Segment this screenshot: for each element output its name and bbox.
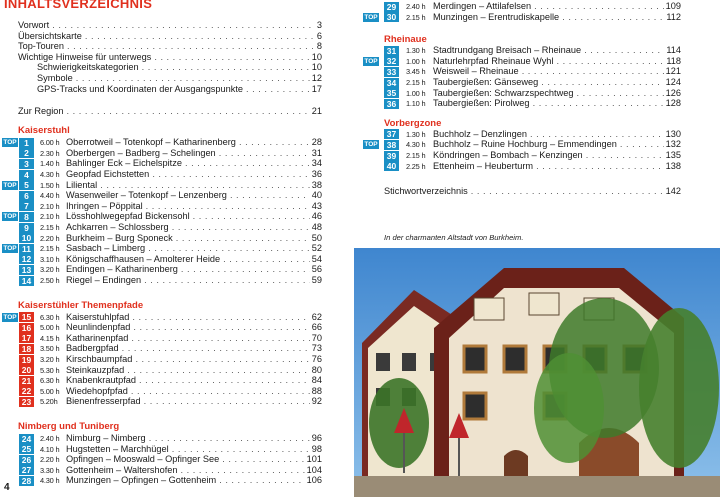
top-tour-badge: TOP bbox=[3, 245, 17, 253]
tour-page: 138 bbox=[665, 160, 681, 171]
tour-duration: 1.00 h bbox=[406, 88, 426, 98]
tour-number: 9 bbox=[19, 223, 34, 233]
tour-duration: 6.30 h bbox=[40, 312, 60, 322]
tour-title: Königschaffhausen – Amolterer Heide . . . bbox=[66, 254, 322, 265]
tour-number: 24 bbox=[19, 434, 34, 444]
top-tour-badge: TOP bbox=[364, 13, 378, 21]
tour-duration: 1.10 h bbox=[406, 99, 426, 109]
tour-page: 34 bbox=[311, 158, 322, 169]
tour-duration: 4.30 h bbox=[406, 140, 426, 150]
tour-page: 101 bbox=[306, 454, 322, 465]
tour-page: 104 bbox=[306, 464, 322, 475]
tour-duration: 1.40 h bbox=[40, 159, 60, 169]
tour-number: 4 bbox=[19, 170, 34, 180]
toc-entry-title: Wichtige Hinweise für unterwegs . . . bbox=[18, 52, 322, 63]
toc-entry-title: Symbole . . . bbox=[37, 73, 322, 84]
tour-number: 11 bbox=[19, 244, 34, 254]
tour-duration: 5.00 h bbox=[40, 386, 60, 396]
tour-duration: 4.30 h bbox=[40, 476, 60, 486]
tour-duration: 4.15 h bbox=[40, 333, 60, 343]
tour-number: 33 bbox=[384, 67, 399, 77]
tour-title: Katharinenpfad . . . bbox=[66, 333, 322, 344]
toc-entry-title: Stichwortverzeichnis . . . bbox=[384, 186, 681, 197]
tour-title: Buchholz – Ruine Hochburg – Emmendingen . . . bbox=[433, 139, 681, 150]
tour-duration: 1.00 h bbox=[406, 56, 426, 66]
tour-title: Steinkauzpfad . . . bbox=[66, 365, 322, 376]
tour-entry[interactable] bbox=[0, 396, 358, 407]
toc-entry-title: Schwierigkeitskategorien . . . bbox=[37, 62, 322, 73]
tour-page: 124 bbox=[665, 77, 681, 87]
tour-entry[interactable] bbox=[0, 243, 358, 254]
tour-title: Taubergießen: Schwarzspechtweg . . . bbox=[433, 88, 681, 99]
tour-page: 106 bbox=[306, 475, 322, 486]
section-heading: Rheinaue bbox=[384, 34, 427, 46]
tour-duration: 4.40 h bbox=[40, 191, 60, 201]
top-tour-badge: TOP bbox=[3, 313, 17, 321]
top-tour-badge: TOP bbox=[3, 139, 17, 147]
tour-title: Endingen – Katharinenberg . . . bbox=[66, 264, 322, 275]
tour-entry[interactable] bbox=[0, 322, 358, 333]
tour-page: 92 bbox=[311, 396, 322, 407]
toc-entry-page: 6 bbox=[316, 30, 322, 41]
tour-page: 46 bbox=[311, 211, 322, 222]
tour-number: 18 bbox=[19, 344, 34, 354]
tour-number: 15 bbox=[19, 312, 34, 322]
tour-entry[interactable] bbox=[0, 137, 358, 148]
tour-page: 59 bbox=[311, 275, 322, 285]
tour-number: 2 bbox=[19, 148, 34, 158]
tour-title: Naturlehrpfad Rheinaue Wyhl . . . bbox=[433, 56, 681, 67]
tour-entry[interactable] bbox=[0, 254, 358, 265]
toc-entry[interactable] bbox=[0, 62, 358, 73]
tour-duration: 1.50 h bbox=[40, 180, 60, 190]
tour-page: 50 bbox=[311, 232, 322, 243]
tour-number: 14 bbox=[19, 276, 34, 286]
tour-title: Ihringen – Pöppital . . . bbox=[66, 201, 322, 212]
tour-entry[interactable] bbox=[358, 98, 720, 109]
tour-title: Weisweil – Rheinaue . . . bbox=[433, 66, 681, 77]
tour-title: Kirschbaumpfad . . . bbox=[66, 354, 322, 365]
tour-duration: 3.45 h bbox=[406, 67, 426, 77]
toc-entry-title: GPS-Tracks und Koordinaten der Ausgangspunkte . . . bbox=[37, 84, 322, 95]
tour-number: 17 bbox=[19, 333, 34, 343]
tour-title: Geopfad Eichstetten . . . bbox=[66, 169, 322, 180]
tour-duration: 3.50 h bbox=[40, 344, 60, 354]
tour-entry[interactable] bbox=[358, 66, 720, 77]
tour-entry[interactable] bbox=[358, 45, 720, 56]
toc-entry[interactable] bbox=[0, 31, 358, 42]
tour-number: 20 bbox=[19, 365, 34, 375]
tour-page: 56 bbox=[311, 264, 322, 275]
tour-duration: 6.30 h bbox=[40, 376, 60, 386]
toc-entry[interactable] bbox=[0, 20, 358, 31]
tour-page: 128 bbox=[665, 98, 681, 109]
tour-entry[interactable] bbox=[358, 77, 720, 88]
tour-entry[interactable] bbox=[0, 333, 358, 344]
toc-entry-page: 10 bbox=[311, 51, 322, 62]
tour-duration: 2.30 h bbox=[40, 148, 60, 158]
tour-entry[interactable] bbox=[0, 275, 358, 286]
tour-entry[interactable] bbox=[0, 180, 358, 191]
tour-page: 36 bbox=[311, 169, 322, 179]
tour-number: 19 bbox=[19, 355, 34, 365]
tour-page: 126 bbox=[665, 87, 681, 98]
tour-duration: 3.10 h bbox=[40, 254, 60, 264]
toc-entry[interactable] bbox=[0, 106, 358, 117]
page-title: INHALTSVERZEICHNIS bbox=[4, 0, 153, 11]
toc-entry-page: 12 bbox=[311, 73, 322, 83]
tour-number: 21 bbox=[19, 376, 34, 386]
tour-page: 88 bbox=[311, 385, 322, 396]
tour-number: 36 bbox=[384, 99, 399, 109]
tour-duration: 3.20 h bbox=[40, 265, 60, 275]
tour-duration: 3.30 h bbox=[40, 465, 60, 475]
toc-entry-page: 3 bbox=[316, 20, 322, 30]
tour-number: 32 bbox=[384, 56, 399, 66]
toc-entry-page: 17 bbox=[311, 83, 322, 94]
tour-number: 40 bbox=[384, 161, 399, 171]
tour-title: Hugstetten – Marchhügel . . . bbox=[66, 444, 322, 455]
tour-number: 23 bbox=[19, 397, 34, 407]
tour-title: Lösshohlwegepfad Bickensohl . . . bbox=[66, 211, 322, 222]
tour-page: 114 bbox=[666, 45, 681, 56]
tour-duration: 5.30 h bbox=[40, 365, 60, 375]
tour-number: 28 bbox=[19, 476, 34, 486]
tour-entry[interactable] bbox=[0, 475, 358, 486]
tour-duration: 2.25 h bbox=[406, 161, 426, 171]
top-tour-badge: TOP bbox=[3, 181, 17, 189]
tour-entry[interactable] bbox=[0, 211, 358, 222]
tour-number: 30 bbox=[384, 12, 399, 22]
tour-title: Ettenheim – Heuberturm . . . bbox=[433, 161, 681, 172]
tour-number: 1 bbox=[19, 138, 34, 148]
tour-number: 12 bbox=[19, 254, 34, 264]
tour-title: Munzingen – Opfingen – Gottenheim . . . bbox=[66, 475, 322, 486]
tour-entry[interactable] bbox=[358, 161, 720, 172]
toc-entry-page: 21 bbox=[311, 106, 322, 117]
toc-entry[interactable] bbox=[0, 84, 358, 95]
tour-entry[interactable] bbox=[0, 465, 358, 476]
tour-title: Liliental . . . bbox=[66, 180, 322, 191]
tour-duration: 2.40 h bbox=[40, 434, 60, 443]
tour-title: Munzingen – Erentrudiskapelle . . . bbox=[433, 12, 681, 23]
tour-number: 25 bbox=[19, 444, 34, 454]
tour-number: 10 bbox=[19, 233, 34, 243]
tour-title: Wiedehopfpfad . . . bbox=[66, 386, 322, 397]
top-tour-badge: TOP bbox=[3, 213, 17, 221]
tour-page: 40 bbox=[311, 190, 322, 201]
tour-title: Köndringen – Bombach – Kenzingen . . . bbox=[433, 150, 681, 161]
tour-page: 80 bbox=[311, 364, 322, 375]
tour-entry[interactable] bbox=[358, 12, 720, 23]
tour-duration: 2.10 h bbox=[40, 212, 60, 222]
tour-entry[interactable] bbox=[358, 56, 720, 67]
tour-title: Sasbach – Limberg . . . bbox=[66, 243, 322, 254]
tour-entry[interactable] bbox=[0, 375, 358, 386]
tour-entry[interactable] bbox=[358, 139, 720, 150]
tour-entry[interactable] bbox=[0, 233, 358, 244]
tour-page: 109 bbox=[665, 1, 681, 11]
tour-duration: 4.30 h bbox=[40, 170, 60, 179]
tour-title: Merdingen – Attilafelsen . . . bbox=[433, 1, 681, 12]
tour-entry[interactable] bbox=[358, 150, 720, 161]
tour-page: 28 bbox=[311, 137, 322, 148]
tour-page: 135 bbox=[665, 150, 681, 160]
tour-entry[interactable] bbox=[0, 343, 358, 354]
tour-title: Stadtrundgang Breisach – Rheinaue . . . bbox=[433, 45, 681, 56]
tour-entry[interactable] bbox=[0, 169, 358, 180]
tour-page: 132 bbox=[665, 139, 681, 150]
tour-page: 66 bbox=[311, 322, 322, 333]
tour-page: 112 bbox=[666, 11, 681, 22]
tour-entry[interactable] bbox=[0, 386, 358, 397]
tour-number: 31 bbox=[384, 46, 399, 56]
toc-entry[interactable] bbox=[0, 52, 358, 63]
tour-page: 118 bbox=[666, 55, 681, 66]
tour-page: 62 bbox=[311, 311, 322, 322]
toc-entry[interactable] bbox=[0, 73, 358, 84]
tour-number: 6 bbox=[19, 191, 34, 201]
tour-entry[interactable] bbox=[0, 444, 358, 455]
tour-page: 130 bbox=[665, 128, 681, 139]
tour-duration: 2.40 h bbox=[406, 2, 426, 11]
tour-page: 70 bbox=[311, 332, 322, 343]
tour-entry[interactable] bbox=[358, 129, 720, 140]
toc-entry[interactable] bbox=[358, 186, 720, 197]
tour-number: 16 bbox=[19, 323, 34, 333]
tour-title: Nimburg – Nimberg . . . bbox=[66, 433, 322, 444]
tour-number: 3 bbox=[19, 159, 34, 169]
tour-duration: 2.20 h bbox=[40, 455, 60, 465]
toc-entry-page: 8 bbox=[316, 41, 322, 52]
tour-number: 34 bbox=[384, 78, 399, 88]
page-number: 4 bbox=[4, 482, 10, 493]
tour-number: 29 bbox=[384, 2, 399, 12]
tour-title: Neunlindenpfad . . . bbox=[66, 322, 322, 333]
tour-entry[interactable] bbox=[0, 148, 358, 159]
section-heading: Kaiserstuhl bbox=[18, 125, 70, 137]
tour-duration: 1.30 h bbox=[406, 46, 426, 56]
tour-title: Gottenheim – Waltershofen . . . bbox=[66, 465, 322, 476]
tour-duration: 2.15 h bbox=[40, 244, 60, 254]
tour-duration: 1.30 h bbox=[406, 129, 426, 139]
tour-title: Knabenkrautpfad . . . bbox=[66, 375, 322, 386]
tour-number: 5 bbox=[19, 180, 34, 190]
tour-number: 39 bbox=[384, 151, 399, 161]
tour-duration: 2.15 h bbox=[406, 151, 426, 160]
tour-number: 26 bbox=[19, 455, 34, 465]
tour-page: 73 bbox=[311, 343, 322, 354]
tour-page: 96 bbox=[311, 433, 322, 443]
burkheim-old-town-photo bbox=[354, 248, 720, 497]
tour-page: 54 bbox=[311, 253, 322, 264]
top-tour-badge: TOP bbox=[364, 57, 378, 65]
tour-page: 48 bbox=[311, 222, 322, 232]
tour-title: Buchholz – Denzlingen . . . bbox=[433, 129, 681, 140]
tour-title: Riegel – Endingen . . . bbox=[66, 275, 322, 286]
tour-duration: 5.20h bbox=[40, 397, 58, 407]
tour-entry[interactable] bbox=[0, 312, 358, 323]
tour-entry[interactable] bbox=[0, 454, 358, 465]
tour-duration: 2.20 h bbox=[40, 233, 60, 243]
tour-title: Achkarren – Schlossberg . . . bbox=[66, 222, 322, 233]
tour-number: 8 bbox=[19, 212, 34, 222]
tour-duration: 2.15 h bbox=[40, 223, 60, 232]
tour-entry[interactable] bbox=[358, 1, 720, 12]
toc-entry-title: Vorwort . . . bbox=[18, 20, 322, 31]
toc-entry-title: Zur Region . . . bbox=[18, 106, 322, 117]
tour-entry[interactable] bbox=[0, 222, 358, 233]
tour-duration: 2.15 h bbox=[406, 78, 426, 87]
tour-duration: 2.10 h bbox=[40, 201, 60, 211]
tour-entry[interactable] bbox=[0, 158, 358, 169]
tour-duration: 4.10 h bbox=[40, 444, 60, 454]
section-heading: Nimberg und Tuniberg bbox=[18, 421, 120, 432]
tour-page: 121 bbox=[665, 66, 681, 77]
tour-duration: 2.15 h bbox=[406, 12, 426, 22]
tour-title: Wasenweiler – Totenkopf – Lenzenberg . . . bbox=[66, 190, 322, 201]
tour-entry[interactable] bbox=[0, 433, 358, 444]
tour-entry[interactable] bbox=[0, 264, 358, 275]
tour-number: 7 bbox=[19, 201, 34, 211]
tour-title: Burkheim – Burg Sponeck . . . bbox=[66, 233, 322, 244]
tour-title: Oberrotweil – Totenkopf – Katharinenberg . . . bbox=[66, 137, 322, 148]
tour-duration: 6.00 h bbox=[40, 138, 60, 148]
toc-entry-title: Übersichtskarte . . . bbox=[18, 31, 322, 42]
photo-caption: In der charmanten Altstadt von Burkheim. bbox=[384, 233, 524, 242]
tour-number: 27 bbox=[19, 465, 34, 475]
tour-page: 31 bbox=[311, 147, 322, 158]
tour-page: 38 bbox=[311, 179, 322, 190]
section-heading: Vorbergzone bbox=[384, 117, 442, 129]
toc-entry-title: Top-Touren . . . bbox=[18, 41, 322, 52]
tour-number: 22 bbox=[19, 386, 34, 396]
left-page bbox=[0, 0, 358, 497]
tour-title: Taubergießen: Pirolweg . . . bbox=[433, 98, 681, 109]
tour-title: Oberbergen – Badberg – Schelingen . . . bbox=[66, 148, 322, 159]
toc-entry-page: 142 bbox=[665, 186, 681, 197]
tour-page: 76 bbox=[311, 354, 322, 364]
tour-number: 35 bbox=[384, 88, 399, 98]
tour-duration: 2.50 h bbox=[40, 276, 60, 285]
section-heading: Kaiserstühler Themenpfade bbox=[18, 299, 144, 311]
tour-duration: 3.20 h bbox=[40, 355, 60, 364]
tour-title: Opfingen – Mooswald – Opfinger See . . . bbox=[66, 454, 322, 465]
tour-title: Badbergpfad . . . bbox=[66, 343, 322, 354]
tour-number: 37 bbox=[384, 129, 399, 139]
tour-number: 38 bbox=[384, 140, 399, 150]
toc-entry-page: 10 bbox=[311, 62, 322, 73]
tour-entry[interactable] bbox=[0, 201, 358, 212]
tour-entry[interactable] bbox=[358, 88, 720, 99]
tour-duration: 5.00 h bbox=[40, 323, 60, 333]
toc-entry[interactable] bbox=[0, 41, 358, 52]
tour-page: 52 bbox=[311, 243, 322, 254]
tour-page: 84 bbox=[311, 375, 322, 386]
tour-title: Bahlinger Eck – Eichelspitze . . . bbox=[66, 158, 322, 169]
tour-title: Bienenfresserpfad . . . bbox=[66, 396, 322, 407]
tour-entry[interactable] bbox=[0, 365, 358, 376]
tour-title: Kaiserstuhlpfad . . . bbox=[66, 312, 322, 323]
tour-title: Taubergießen: Gänseweg . . . bbox=[433, 77, 681, 88]
tour-entry[interactable] bbox=[0, 354, 358, 365]
tour-page: 98 bbox=[311, 443, 322, 454]
tour-entry[interactable] bbox=[0, 190, 358, 201]
tour-page: 43 bbox=[311, 200, 322, 211]
top-tour-badge: TOP bbox=[364, 141, 378, 149]
tour-number: 13 bbox=[19, 265, 34, 275]
